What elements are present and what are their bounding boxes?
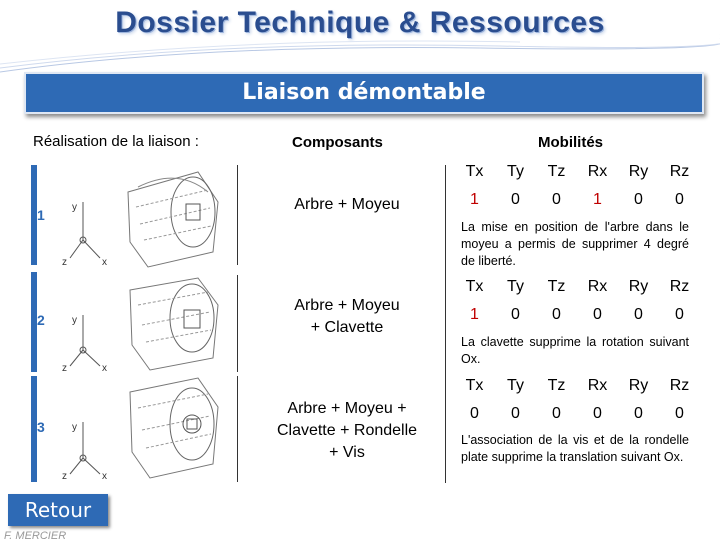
separator — [237, 165, 238, 265]
mobility-table-3 — [454, 372, 700, 428]
row-3-number: 3 — [37, 419, 45, 435]
dof-label: Rx — [587, 278, 608, 295]
dof-label: Ty — [507, 377, 524, 394]
dof-value: 0 — [634, 405, 643, 422]
component-line: + Vis — [329, 444, 365, 461]
component-line: Clavette + Rondelle — [276, 422, 418, 439]
dof-value: 0 — [675, 405, 684, 422]
axis-z-label: z — [62, 257, 67, 268]
dof-label: Rz — [669, 163, 690, 180]
dof-label: Tx — [465, 163, 484, 180]
dof-value-row — [454, 301, 700, 329]
note-row-3: L'association de la vis et de la rondelle plate supprime la translation suivant Ox. — [461, 433, 689, 464]
dof-value: 0 — [593, 306, 602, 323]
axis-z-label: z — [62, 471, 67, 482]
row-1-number: 1 — [37, 207, 45, 223]
dof-label: Ty — [507, 163, 524, 180]
page-title: Dossier Technique & Ressources — [115, 6, 605, 39]
dof-value: 0 — [552, 405, 561, 422]
mobilites-header: Mobilités — [538, 134, 604, 151]
dof-value: 0 — [634, 191, 643, 208]
realisation-label: Réalisation de la liaison : — [33, 133, 199, 150]
dof-header-row — [454, 273, 700, 301]
dof-value: 0 — [511, 306, 520, 323]
assembly-drawing-3 — [58, 372, 233, 484]
assembly-drawing-1 — [58, 162, 233, 272]
axis-z-label: z — [62, 363, 67, 374]
dof-label: Rz — [669, 278, 690, 295]
dof-label: Ry — [628, 377, 649, 394]
dof-value-row — [454, 186, 700, 214]
dof-label: Rx — [587, 163, 608, 180]
dof-label: Rx — [587, 377, 608, 394]
dof-value: 0 — [675, 306, 684, 323]
assembly-drawing-2 — [58, 270, 233, 375]
dof-value: 1 — [470, 191, 479, 208]
dof-value: 0 — [552, 306, 561, 323]
author-credit: F. MERCIER — [4, 530, 67, 542]
decorative-lines — [0, 34, 720, 74]
components-row-2 — [252, 295, 442, 339]
dof-value: 0 — [511, 191, 520, 208]
dof-label: Tz — [547, 278, 566, 295]
component-line: Arbre + Moyeu + — [287, 400, 407, 417]
note-row-2: La clavette supprime la rotation suivant Ox. — [461, 335, 689, 366]
dof-label: Ty — [507, 278, 524, 295]
component-line: Arbre + Moyeu — [294, 297, 400, 314]
mobility-table-1 — [454, 158, 700, 214]
dof-label: Tx — [465, 278, 484, 295]
dof-value: 0 — [675, 191, 684, 208]
dof-value: 0 — [470, 405, 479, 422]
dof-value: 1 — [470, 306, 479, 323]
dof-label: Tz — [547, 377, 566, 394]
retour-button[interactable]: Retour — [8, 494, 108, 526]
axis-y-label: y — [72, 202, 77, 213]
row-2-number: 2 — [37, 312, 45, 328]
dof-label: Ry — [628, 278, 649, 295]
dof-label: Ry — [628, 163, 649, 180]
component-line: + Clavette — [310, 319, 384, 336]
axis-x-label: x — [102, 363, 107, 374]
axis-x-label: x — [102, 471, 107, 482]
axis-y-label: y — [72, 422, 77, 433]
components-row-1 — [252, 194, 442, 216]
dof-header-row — [454, 372, 700, 400]
dof-value-row — [454, 400, 700, 428]
dof-value: 0 — [511, 405, 520, 422]
separator — [237, 275, 238, 372]
section-banner: Liaison démontable — [24, 72, 704, 114]
axis-y-label: y — [72, 315, 77, 326]
dof-label: Tz — [547, 163, 566, 180]
axis-x-label: x — [102, 257, 107, 268]
separator — [445, 165, 446, 483]
separator — [237, 376, 238, 482]
dof-label: Tx — [465, 377, 484, 394]
dof-value: 1 — [593, 191, 602, 208]
dof-value: 0 — [634, 306, 643, 323]
dof-header-row — [454, 158, 700, 186]
mobility-table-2 — [454, 273, 700, 329]
note-row-1: La mise en position de l'arbre dans le moyeu a permis de supprimer 4 degré de liberté. — [461, 220, 689, 268]
dof-label: Rz — [669, 377, 690, 394]
components-row-3 — [252, 398, 442, 464]
component-line: Arbre + Moyeu — [294, 196, 400, 213]
dof-value: 0 — [593, 405, 602, 422]
dof-value: 0 — [552, 191, 561, 208]
composants-header: Composants — [292, 134, 383, 151]
